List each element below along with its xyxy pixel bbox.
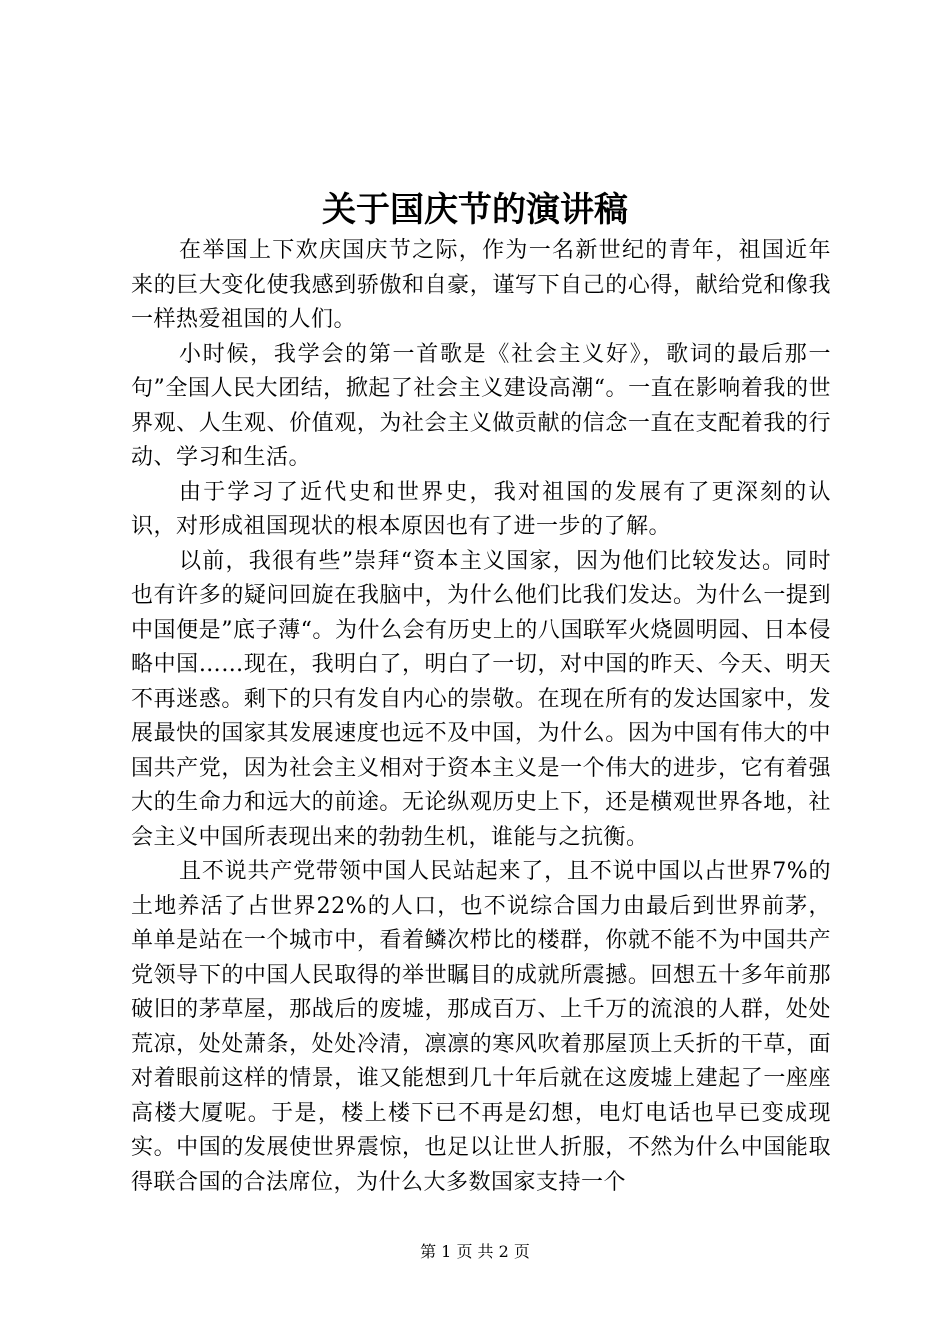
page-number-footer: 第 1 页 共 2 页 [420, 1242, 530, 1261]
paragraph: 在举国上下欢庆国庆节之际，作为一名新世纪的青年，祖国近年来的巨大变化使我感到骄傲和自豪，谨写下自己的心得，献给党和像我一样热爱祖国的人们。 [131, 238, 831, 332]
paragraph: 以前，我很有些”崇拜“资本主义国家，因为他们比较发达。同时也有许多的疑问回旋在我脑中，为什么他们比我们发达。为什么一提到中国便是”底子薄“。为什么会有历史上的八国联军火烧圆明园、日本侵略中国……现在，我明白了，明白了一切，对中国的昨天、今天、明天不再迷惑。剩下的只有发自内心的崇敬。在现在所有的发达国家中，发展最快的国家其发展速度也远不及中国，为什么。因为中国有伟大的中国共产党，因为社会主义相对于资本主义是一个伟大的进步，它有着强大的生命力和远大的前途。无论纵观历史上下，还是横观世界各地，社会主义中国所表现出来的勃勃生机，谁能与之抗衡。 [131, 548, 831, 850]
paragraph: 且不说共产党带领中国人民站起来了，且不说中国以占世界7%的土地养活了占世界22%的人口，也不说综合国力由最后到世界前茅，单单是站在一个城市中，看着鳞次栉比的楼群，你就不能不为中国共产党领导下的中国人民取得的举世瞩目的成就所震撼。回想五十多年前那破旧的茅草屋，那战后的废墟，那成百万、上千万的流浪的人群，处处荒凉，处处萧条，处处冷清，凛凛的寒风吹着那屋顶上夭折的干草，面对着眼前这样的情景，谁又能想到几十年后就在这废墟上建起了一座座高楼大厦呢。于是，楼上楼下已不再是幻想，电灯电话也早已变成现实。中国的发展使世界震惊，也足以让世人折服，不然为什么中国能取得联合国的合法席位，为什么大多数国家支持一个 [131, 859, 831, 1195]
document-body [131, 234, 831, 1200]
document-title: 关于国庆节的演讲稿 [322, 190, 628, 230]
paragraph: 小时候，我学会的第一首歌是《社会主义好》，歌词的最后那一句”全国人民大团结，掀起了社会主义建设高潮“。一直在影响着我的世界观、人生观、价值观，为社会主义做贡献的信念一直在支配着我的行动、学习和生活。 [131, 341, 831, 470]
paragraph: 由于学习了近代史和世界史，我对祖国的发展有了更深刻的认识，对形成祖国现状的根本原因也有了进一步的了解。 [131, 479, 831, 539]
